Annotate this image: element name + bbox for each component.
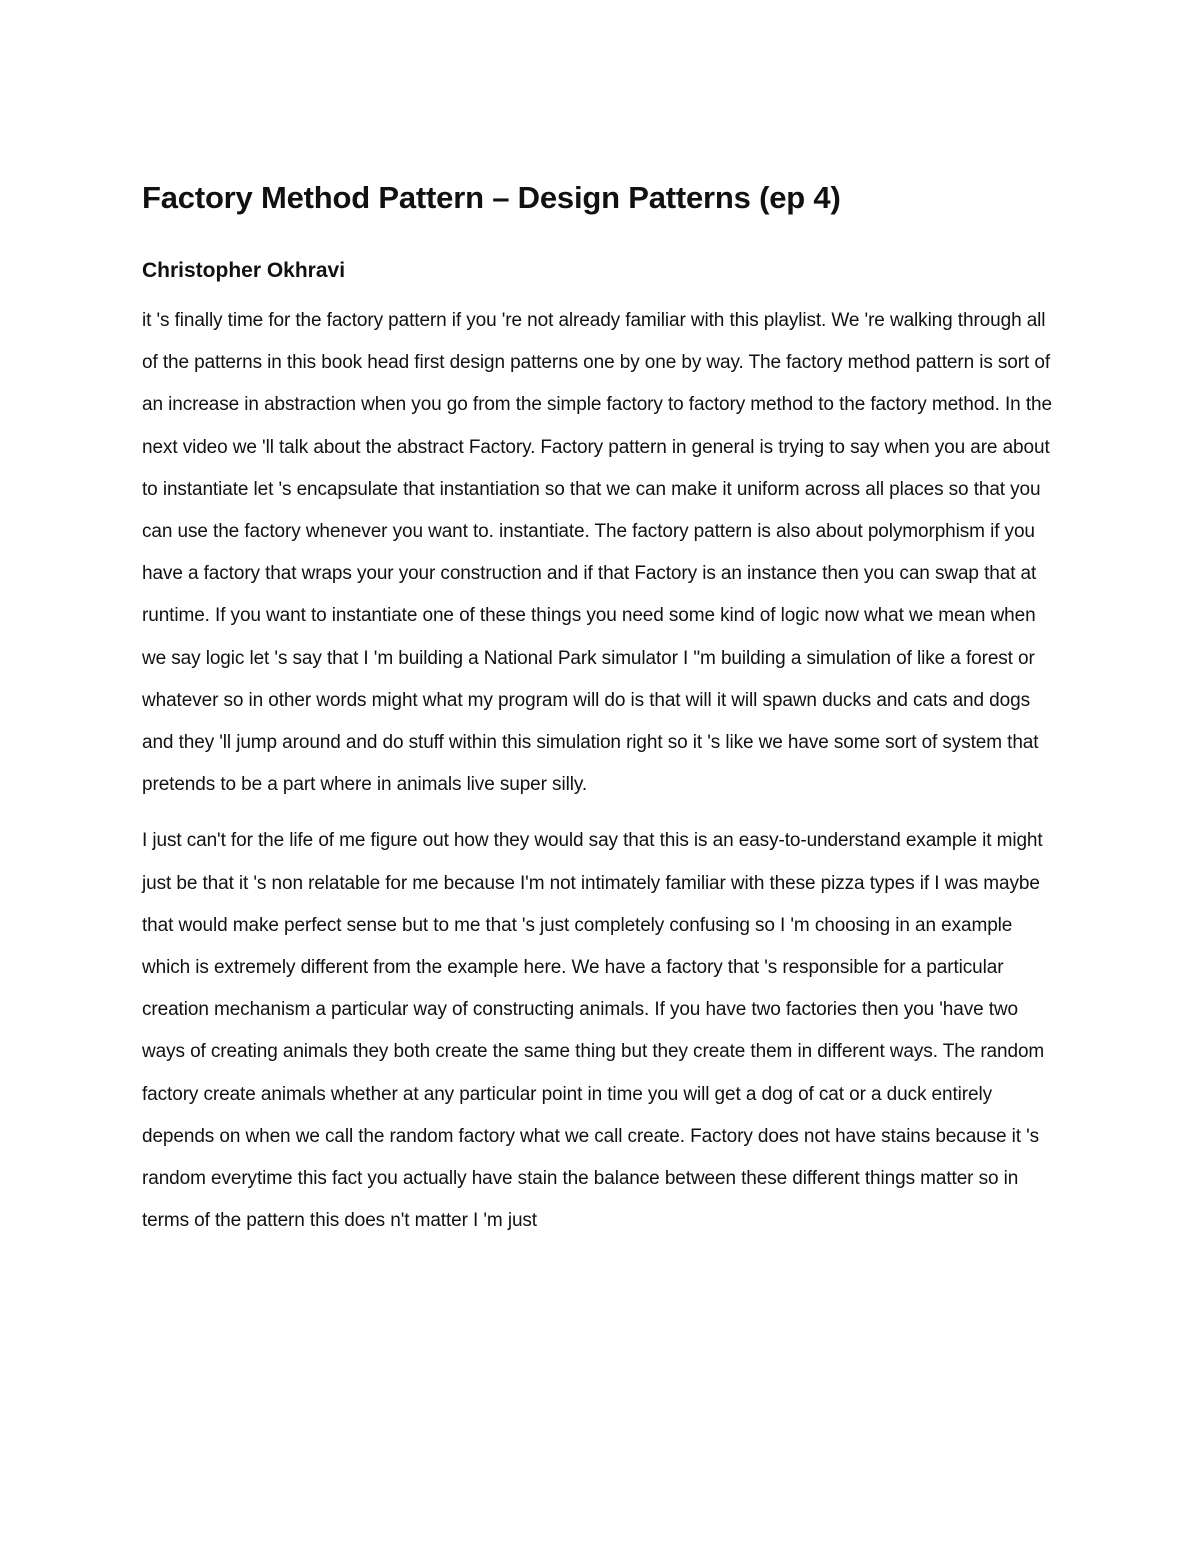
paragraph-intro: it 's finally time for the factory pattern if you 're not already familiar with this playlist. We 're walking through all of the patterns in this book head first design patterns one by one by way. The factory method pattern is sort of an increase in abstraction when you go from the simple factory to factory method to the factory method. In the next video we 'll talk about the abstract Factory. Factory pattern in general is trying to say when you are about to instantiate let 's encapsulate that instantiation so that we can make it uniform across all places so that you can use the factory whenever you want to. instantiate. The factory pattern is also about polymorphism if you have a factory that wraps your your construction and if that Factory is an instance then you can swap that at runtime. If you want to instantiate one of these things you need some kind of logic now what we mean when we say logic let 's say that I 'm building a National Park simulator I "m building a simulation of like a forest or whatever so in other words might what my program will do is that will it will spawn ducks and cats and dogs and they 'll jump around and do stuff within this simulation right so it 's like we have some sort of system that pretends to be a part where in animals live super silly. — [142, 310, 1052, 796]
document-author: Christopher Okhravi — [142, 259, 346, 282]
document-body — [142, 176, 1062, 1242]
paragraph-commentary: I just can't for the life of me figure out how they would say that this is an easy-to-understand example it might just be that it 's non relatable for me because I'm not intimately familiar with these pizza types if I was maybe that would make perfect sense but to me that 's just completely confusing so I 'm choosing in an example which is extremely different from the example here. We have a factory that 's responsible for a particular creation mechanism a particular way of constructing animals. If you have two factories then you 'have two ways of creating animals they both create the same thing but they create them in different ways. The random factory create animals whether at any particular point in time you will get a dog of cat or a duck entirely depends on when we call the random factory what we call create. Factory does not have stains because it 's random everytime this fact you actually have stain the balance between these different things matter so in terms of the pattern this does n't matter I 'm just — [142, 830, 1045, 1232]
document-title: Factory Method Pattern – Design Patterns (ep 4) — [142, 180, 841, 215]
